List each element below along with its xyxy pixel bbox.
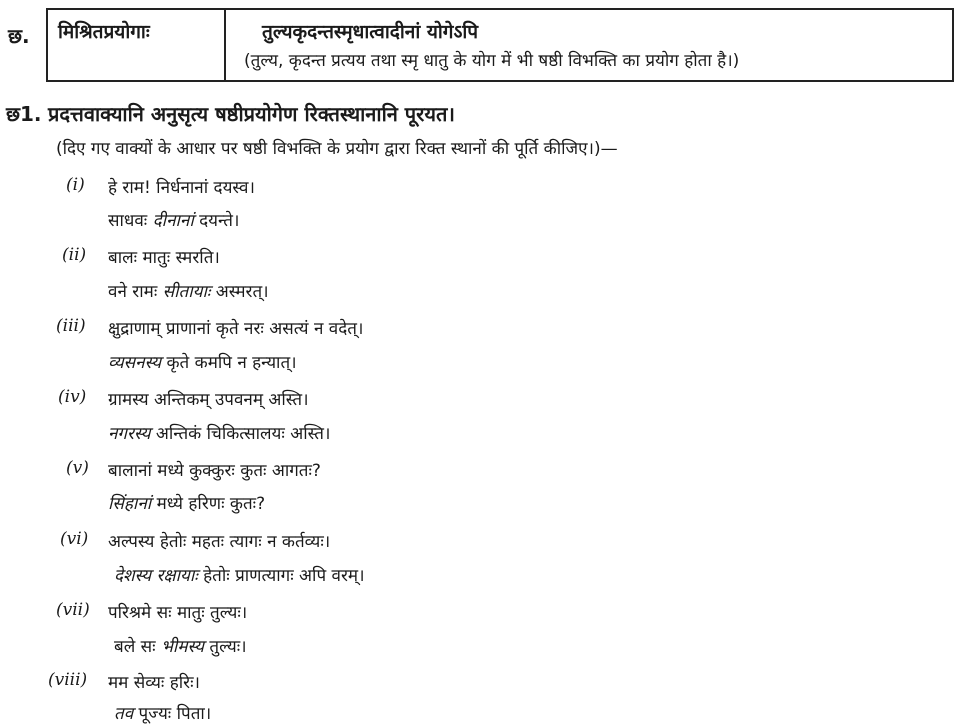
item-example-sentence: क्षुद्राणाम् प्राणानां कृते नरः असत्यं न वदेत्। (108, 319, 364, 339)
item-number: (ii) (62, 245, 87, 265)
question-label: छ1. (6, 102, 42, 126)
item-answer-sentence (114, 634, 247, 657)
filled-answer: सिंहानां (108, 494, 152, 514)
rule-title: तुल्यकृदन्तस्मृधात्वादीनां योगेऽपि (262, 21, 479, 43)
item-example-sentence: बालानां मध्ये कुक्कुरः कुतः आगतः? (108, 461, 321, 481)
item-example-sentence: हे राम! निर्धनानां दयस्व। (108, 178, 255, 198)
filled-answer: सीतायाः (162, 282, 211, 302)
answer-prefix: वने रामः (108, 282, 163, 302)
item-number: (iv) (58, 387, 87, 407)
item-number: (viii) (48, 670, 88, 690)
item-example-sentence: परिश्रमे सः मातुः तुल्यः। (108, 603, 248, 623)
item-number: (iii) (56, 316, 86, 336)
question-title: प्रदत्तवाक्यानि अनुसृत्य षष्ठीप्रयोगेण रिक्तस्थानानि पूरयत। (48, 102, 455, 126)
rule-box (46, 8, 954, 82)
item-answer-sentence (114, 563, 365, 586)
rule-category: मिश्रितप्रयोगाः (58, 21, 150, 43)
section-label: छ. (8, 24, 30, 48)
answer-prefix: साधवः (108, 211, 153, 231)
item-number: (vii) (56, 600, 90, 620)
item-answer-sentence (108, 350, 297, 373)
item-example-sentence: बालः मातुः स्मरति। (108, 248, 220, 268)
answer-suffix: अन्तिकं चिकित्सालयः अस्ति। (150, 424, 331, 444)
item-answer-sentence (108, 491, 265, 514)
item-number: (v) (66, 458, 89, 478)
answer-prefix: बले सः (114, 637, 161, 657)
filled-answer: तव (114, 704, 134, 724)
filled-answer: नगरस्य (108, 424, 151, 444)
item-answer-sentence (114, 701, 211, 724)
filled-answer: देशस्य रक्षायाः (114, 566, 198, 586)
answer-suffix: मध्ये हरिणः कुतः? (151, 494, 266, 514)
answer-suffix: तुल्यः। (203, 637, 247, 657)
filled-answer: भीमस्य (160, 637, 204, 657)
question-note: (दिए गए वाक्यों के आधार पर षष्ठी विभक्ति के प्रयोग द्वारा रिक्त स्थानों की पूर्ति कीजिए।)— (56, 139, 618, 159)
answer-suffix: पूज्यः पिता। (133, 704, 212, 724)
rule-note: (तुल्य, कृदन्त प्रत्यय तथा स्मृ धातु के योग में भी षष्ठी विभक्ति का प्रयोग होता है।) (244, 51, 740, 71)
answer-suffix: कृते कमपि न हन्यात्। (161, 353, 297, 373)
item-answer-sentence (108, 279, 269, 302)
answer-suffix: दयन्ते। (193, 211, 240, 231)
filled-answer: दीनानां (152, 211, 194, 231)
item-number: (vi) (60, 529, 89, 549)
rule-box-left-cell (48, 10, 226, 80)
item-example-sentence: ग्रामस्य अन्तिकम् उपवनम् अस्ति। (108, 390, 309, 410)
answer-suffix: हेतोः प्राणत्यागः अपि वरम्। (197, 566, 365, 586)
item-number: (i) (66, 175, 85, 195)
item-example-sentence: अल्पस्य हेतोः महतः त्यागः न कर्तव्यः। (108, 532, 331, 552)
answer-suffix: अस्मरत्। (210, 282, 269, 302)
item-example-sentence: मम सेव्यः हरिः। (108, 673, 200, 693)
filled-answer: व्यसनस्य (108, 353, 162, 373)
item-answer-sentence (108, 208, 239, 231)
item-answer-sentence (108, 421, 330, 444)
